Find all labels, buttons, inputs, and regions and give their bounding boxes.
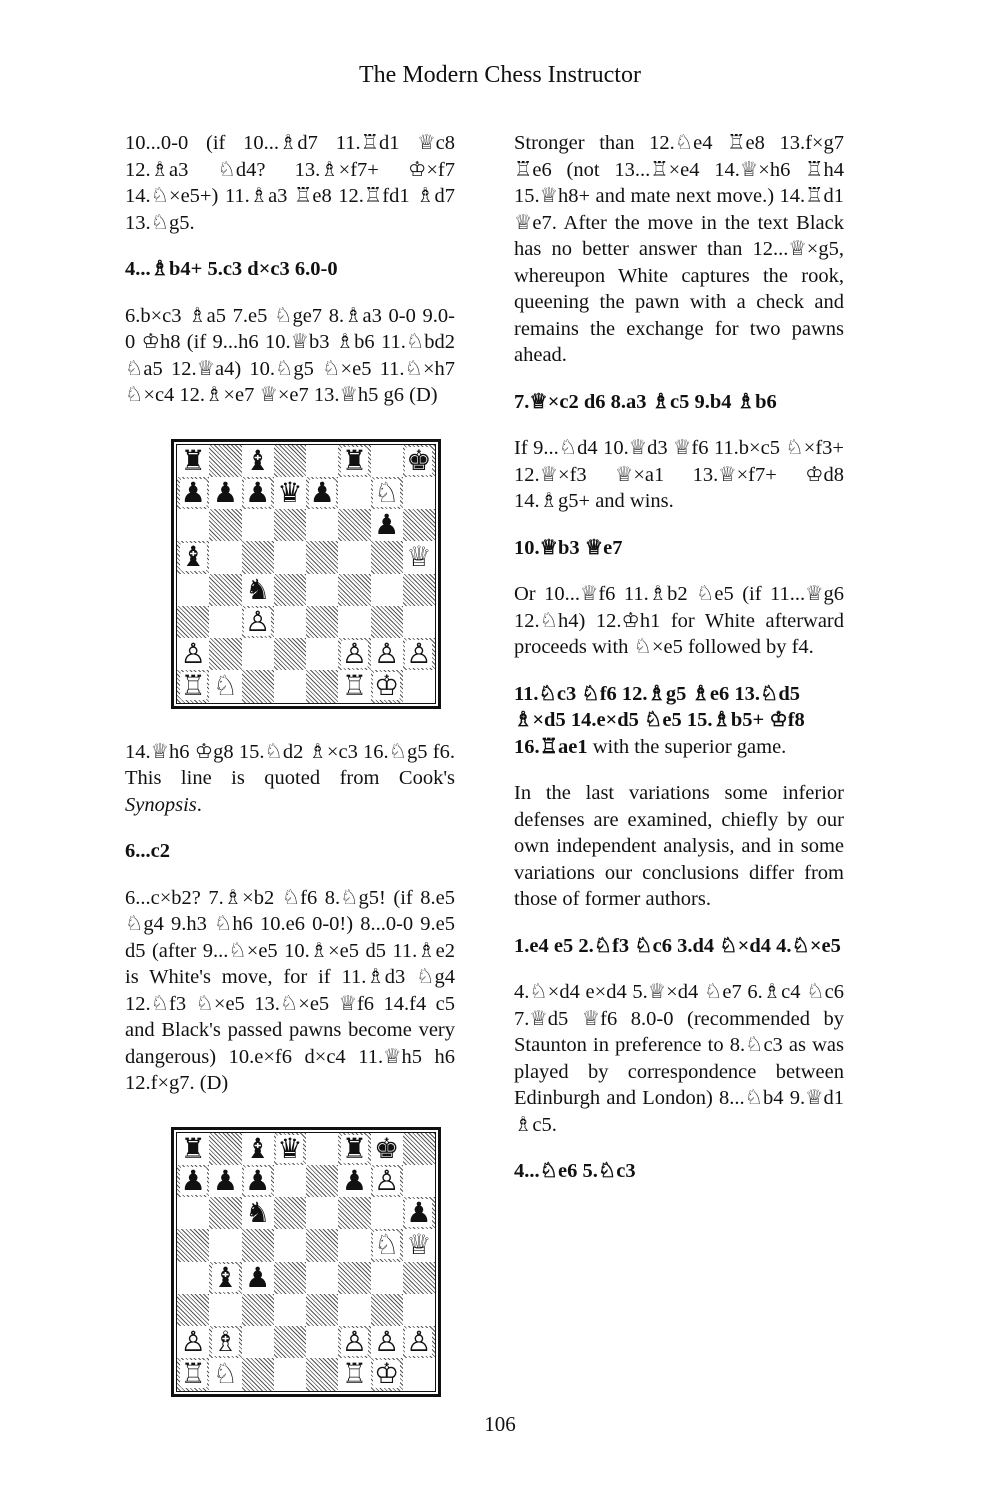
board-square: [403, 1229, 435, 1261]
black-pawn-icon: ♟: [374, 508, 400, 542]
board-square: [371, 1358, 403, 1390]
board-square: [371, 509, 403, 541]
text: with the superior game.: [587, 735, 787, 758]
paragraph: Stronger than 12.♘e4 ♖e8 13.f×g7 ♖e6 (not 13...♖×e4 14.♕×h6 ♖h4 15.♕h8+ and mate next move.) 14.♖d1 ♕e7. After the move in the text Black has no better answer than 12...♕×g5, whereupon White captures the rook, queening the pawn with a check and remains the exchange for two pawns ahead.: [514, 132, 844, 366]
move-heading: 4...♘e6 5.♘c3: [514, 1160, 636, 1182]
black-queen-icon: ♛: [277, 475, 303, 509]
board-square: [177, 477, 209, 509]
white-bishop-icon: ♗: [212, 1325, 238, 1359]
white-rook-icon: ♖: [341, 669, 367, 703]
left-column: [125, 130, 455, 1427]
board-square: [242, 445, 274, 477]
chess-diagram-2: [171, 1127, 441, 1397]
board-square: [371, 1262, 403, 1294]
board-square: [371, 1229, 403, 1261]
board-square: [274, 1262, 306, 1294]
page-number: 106: [484, 1412, 516, 1436]
black-king-icon: ♚: [374, 1131, 400, 1165]
black-rook-icon: ♜: [341, 443, 367, 477]
board-square: [371, 541, 403, 573]
board-square: [274, 445, 306, 477]
board-square: [209, 1326, 241, 1358]
board-square: [209, 638, 241, 670]
move-heading: 10.♕b3 ♕e7: [514, 536, 623, 559]
chess-board: [176, 444, 436, 704]
board-square: [274, 1133, 306, 1165]
paragraph: 6...c×b2? 7.♗×b2 ♘f6 8.♘g5! (if 8.e5 ♘g4 9.h3 ♘h6 10.e6 0-0!) 8...0-0 9.e5 d5 (after 9...♘×e5 10.♗×e5 d5 11.♗e2 is White's move, for if 11.♗d3 ♘g4 12.♘f3 ♘×e5 13.♘×e5 ♕f6 14.f4 c5 and Black's passed pawns become very dangerous) 10.e×f6 d×c4 11.♕h5 h6 12.f×g7. (D): [125, 886, 455, 1094]
board-square: [403, 1165, 435, 1197]
board-square: [177, 1133, 209, 1165]
move-heading: 6...c2: [125, 840, 170, 862]
board-square: [274, 670, 306, 702]
running-header: The Modern Chess Instructor: [359, 62, 641, 88]
black-bishop-icon: ♝: [245, 443, 271, 477]
board-square: [306, 1294, 338, 1326]
black-rook-icon: ♜: [180, 1131, 206, 1165]
black-rook-icon: ♜: [180, 443, 206, 477]
board-square: [306, 1133, 338, 1165]
black-queen-icon: ♛: [277, 1131, 303, 1165]
board-square: [338, 541, 370, 573]
board-square: [177, 606, 209, 638]
board-square: [403, 1133, 435, 1165]
board-square: [177, 1294, 209, 1326]
right-column: [514, 130, 844, 1205]
board-square: [209, 541, 241, 573]
board-square: [338, 1133, 370, 1165]
board-square: [274, 477, 306, 509]
board-square: [403, 541, 435, 573]
board-square: [209, 606, 241, 638]
board-square: [371, 574, 403, 606]
white-knight-icon: ♘: [374, 1228, 400, 1262]
board-square: [209, 1229, 241, 1261]
black-pawn-icon: ♟: [180, 475, 206, 509]
board-square: [242, 1262, 274, 1294]
text: 14.♕h6 ♔g8 15.♘d2 ♗×c3 16.♘g5 f6. This line is quoted from Cook's: [125, 740, 455, 789]
board-square: [371, 445, 403, 477]
black-pawn-icon: ♟: [406, 1196, 432, 1230]
board-square: [306, 445, 338, 477]
board-square: [177, 638, 209, 670]
board-square: [274, 1326, 306, 1358]
board-square: [306, 541, 338, 573]
board-square: [403, 1294, 435, 1326]
board-square: [306, 1165, 338, 1197]
chess-diagram-1: [171, 439, 441, 709]
board-square: [338, 1165, 370, 1197]
board-square: [209, 1165, 241, 1197]
board-square: [306, 1262, 338, 1294]
black-pawn-icon: ♟: [245, 475, 271, 509]
white-pawn-icon: ♙: [245, 604, 271, 638]
board-square: [338, 1262, 370, 1294]
paragraph: [514, 681, 844, 761]
board-square: [177, 445, 209, 477]
board-square: [242, 638, 274, 670]
move-heading: 7.♕×c2 d6 8.a3 ♗c5 9.b4 ♗b6: [514, 390, 777, 413]
white-pawn-icon: ♙: [180, 637, 206, 671]
board-square: [371, 1165, 403, 1197]
board-square: [242, 509, 274, 541]
board-square: [177, 1229, 209, 1261]
board-square: [177, 509, 209, 541]
board-square: [403, 638, 435, 670]
board-square: [306, 477, 338, 509]
board-square: [274, 1229, 306, 1261]
board-square: [274, 509, 306, 541]
white-rook-icon: ♖: [180, 669, 206, 703]
black-pawn-icon: ♟: [309, 475, 335, 509]
paragraph: 6.b×c3 ♗a5 7.e5 ♘ge7 8.♗a3 0-0 9.0-0 ♔h8 (if 9...h6 10.♕b3 ♗b6 11.♘bd2 ♘a5 12.♕a4) 10.♘g5 ♘×e5 11.♘×h7 ♘×c4 12.♗×e7 ♕×e7 13.♕h5 g6 (D): [125, 304, 455, 406]
white-rook-icon: ♖: [341, 1357, 367, 1391]
board-square: [306, 509, 338, 541]
board-square: [371, 670, 403, 702]
board-square: [403, 1197, 435, 1229]
board-square: [306, 1229, 338, 1261]
white-knight-icon: ♘: [212, 669, 238, 703]
board-square: [242, 477, 274, 509]
black-pawn-icon: ♟: [212, 475, 238, 509]
board-square: [242, 541, 274, 573]
board-square: [177, 1197, 209, 1229]
black-rook-icon: ♜: [341, 1131, 367, 1165]
board-square: [274, 574, 306, 606]
board-square: [209, 670, 241, 702]
board-square: [403, 670, 435, 702]
board-square: [209, 1133, 241, 1165]
board-square: [306, 574, 338, 606]
black-pawn-icon: ♟: [245, 1260, 271, 1294]
white-rook-icon: ♖: [180, 1357, 206, 1391]
board-square: [242, 670, 274, 702]
black-pawn-icon: ♟: [245, 1163, 271, 1197]
paragraph: If 9...♘d4 10.♕d3 ♕f6 11.b×c5 ♘×f3+ 12.♕×f3 ♕×a1 13.♕×f7+ ♔d8 14.♗g5+ and wins.: [514, 437, 844, 512]
black-knight-icon: ♞: [245, 1196, 271, 1230]
white-queen-icon: ♕: [406, 540, 432, 574]
board-square: [274, 1197, 306, 1229]
board-square: [306, 1358, 338, 1390]
board-square: [242, 1133, 274, 1165]
paragraph: [125, 739, 455, 819]
board-square: [274, 1358, 306, 1390]
white-pawn-icon: ♙: [374, 1325, 400, 1359]
board-square: [338, 638, 370, 670]
board-square: [306, 670, 338, 702]
board-square: [274, 638, 306, 670]
white-pawn-icon: ♙: [406, 637, 432, 671]
move-sequence: 11.♘c3 ♘f6 12.♗g5 ♗e6 13.♘d5 ♗×d5 14.e×d5 ♘e5 15.♗b5+ ♔f8 16.♖ae1: [514, 682, 805, 758]
board-square: [242, 1294, 274, 1326]
board-square: [274, 541, 306, 573]
board-square: [242, 606, 274, 638]
board-square: [403, 606, 435, 638]
board-square: [403, 509, 435, 541]
black-bishop-icon: ♝: [212, 1260, 238, 1294]
board-square: [338, 574, 370, 606]
board-square: [306, 1197, 338, 1229]
black-knight-icon: ♞: [245, 572, 271, 606]
board-square: [209, 509, 241, 541]
black-pawn-icon: ♟: [212, 1163, 238, 1197]
board-square: [338, 509, 370, 541]
white-pawn-icon: ♙: [341, 637, 367, 671]
black-bishop-icon: ♝: [180, 540, 206, 574]
paragraph: 4.♘×d4 e×d4 5.♕×d4 ♘e7 6.♗c4 ♘c6 7.♕d5 ♕f6 8.0-0 (recommended by Staunton in preference to 8.♘c3 as was played by correspondence between Edinburgh and London) 8...♘b4 9.♕d1 ♗c5.: [514, 981, 844, 1136]
board-square: [403, 574, 435, 606]
board-square: [177, 670, 209, 702]
board-square: [209, 445, 241, 477]
board-square: [403, 445, 435, 477]
board-square: [338, 606, 370, 638]
board-square: [338, 1294, 370, 1326]
white-knight-icon: ♘: [212, 1357, 238, 1391]
white-pawn-icon: ♙: [374, 1163, 400, 1197]
board-square: [209, 1294, 241, 1326]
board-square: [338, 1197, 370, 1229]
black-bishop-icon: ♝: [245, 1131, 271, 1165]
black-pawn-icon: ♟: [180, 1163, 206, 1197]
board-square: [209, 1262, 241, 1294]
white-king-icon: ♔: [374, 669, 400, 703]
book-title: Synopsis: [125, 793, 197, 816]
board-square: [371, 1326, 403, 1358]
board-square: [403, 1326, 435, 1358]
board-square: [306, 1326, 338, 1358]
board-square: [338, 445, 370, 477]
board-square: [403, 477, 435, 509]
board-square: [338, 1229, 370, 1261]
board-square: [371, 1294, 403, 1326]
board-square: [371, 638, 403, 670]
paragraph: Or 10...♕f6 11.♗b2 ♘e5 (if 11...♕g6 12.♘h4) 12.♔h1 for White afterward proceeds with ♘×e5 followed by f4.: [514, 583, 844, 658]
board-square: [274, 1165, 306, 1197]
board-square: [274, 1294, 306, 1326]
board-square: [338, 1358, 370, 1390]
board-square: [306, 638, 338, 670]
text: .: [196, 793, 202, 816]
black-king-icon: ♚: [406, 443, 432, 477]
move-heading: 1.e4 e5 2.♘f3 ♘c6 3.d4 ♘×d4 4.♘×e5: [514, 934, 841, 957]
board-square: [371, 606, 403, 638]
board-square: [209, 1197, 241, 1229]
board-square: [209, 477, 241, 509]
board-square: [338, 670, 370, 702]
white-pawn-icon: ♙: [341, 1325, 367, 1359]
paragraph: 10...0-0 (if 10...♗d7 11.♖d1 ♕c8 12.♗a3 ♘d4? 13.♗×f7+ ♔×f7 14.♘×e5+) 11.♗a3 ♖e8 12.♖fd1 ♗d7 13.♘g5.: [125, 132, 455, 234]
board-square: [242, 1326, 274, 1358]
board-square: [209, 574, 241, 606]
white-queen-icon: ♕: [406, 1228, 432, 1262]
board-square: [403, 1358, 435, 1390]
board-square: [306, 606, 338, 638]
board-square: [242, 1358, 274, 1390]
black-pawn-icon: ♟: [341, 1163, 367, 1197]
board-square: [177, 1262, 209, 1294]
board-square: [338, 1326, 370, 1358]
board-square: [242, 1165, 274, 1197]
white-pawn-icon: ♙: [374, 637, 400, 671]
white-king-icon: ♔: [374, 1357, 400, 1391]
board-square: [403, 1262, 435, 1294]
board-square: [177, 574, 209, 606]
board-square: [371, 1197, 403, 1229]
chess-board: [176, 1132, 436, 1392]
board-square: [209, 1358, 241, 1390]
board-square: [177, 1326, 209, 1358]
board-square: [338, 477, 370, 509]
board-square: [242, 574, 274, 606]
board-square: [274, 606, 306, 638]
board-square: [177, 1165, 209, 1197]
board-square: [177, 1358, 209, 1390]
board-square: [177, 541, 209, 573]
board-square: [242, 1229, 274, 1261]
board-square: [371, 477, 403, 509]
white-pawn-icon: ♙: [180, 1325, 206, 1359]
board-square: [242, 1197, 274, 1229]
white-pawn-icon: ♙: [406, 1325, 432, 1359]
white-knight-icon: ♘: [374, 475, 400, 509]
move-heading: 4...♗b4+ 5.c3 d×c3 6.0-0: [125, 258, 338, 280]
board-square: [371, 1133, 403, 1165]
paragraph: In the last variations some inferior defenses are examined, chiefly by our own independent analysis, and in some variations our conclusions differ from those of former authors.: [514, 782, 844, 910]
